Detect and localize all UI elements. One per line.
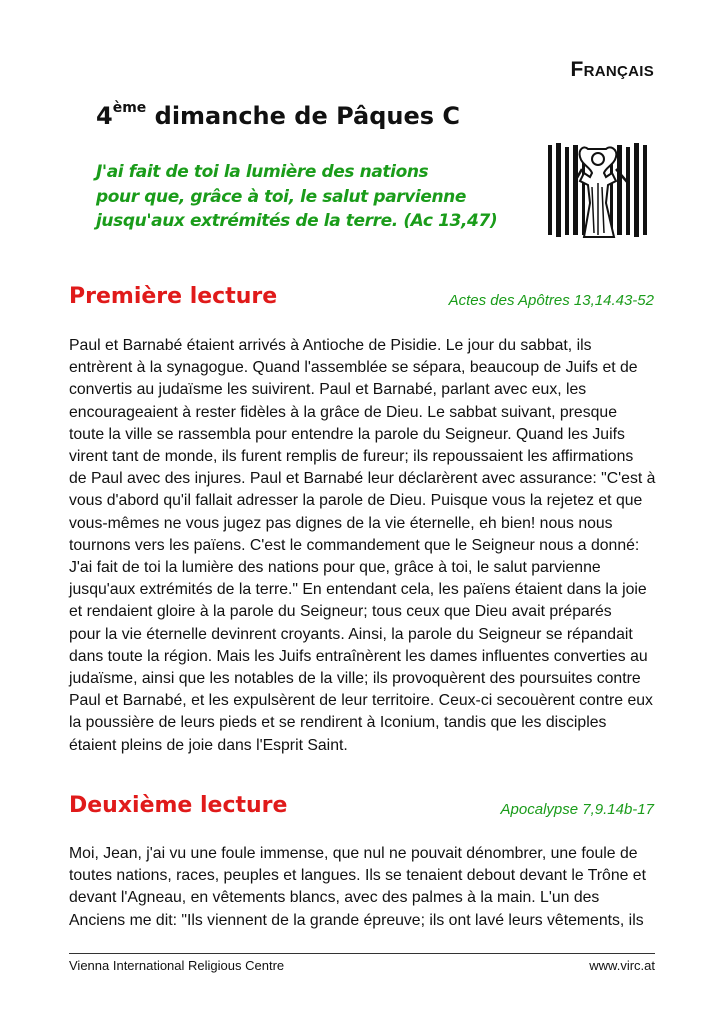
footer-organization: Vienna International Religious Centre: [69, 958, 285, 973]
text-line: pour la vie éternelle devinrent croyants. Ainsi, la parole du Seigneur se répandait: [69, 625, 633, 643]
text-line: encourageaient à rester fidèles à la grâce de Dieu. Le sabbat suivant, presque: [69, 403, 617, 421]
footer-divider: [69, 953, 655, 954]
text-line: et rendaient gloire à la parole du Seigneur; tous ceux que Dieu avait préparés: [69, 603, 612, 621]
text-line: tournons vers les païens. C'est le commandement que le Seigneur nous a donné:: [69, 536, 640, 554]
page-title: [96, 100, 460, 130]
text-line: entrèrent à la synagogue. Quand l'assemblée se sépara, beaucoup de Juifs et de: [69, 359, 638, 377]
title-number: 4: [96, 102, 113, 130]
first-reading-heading: Première lecture: [69, 284, 278, 309]
first-reading-reference: Actes des Apôtres 13,14.43-52: [448, 292, 654, 309]
second-reading-heading: Deuxième lecture: [69, 793, 288, 818]
text-line: dans toute la région. Mais les Juifs entraînèrent les dames influentes converties au: [69, 647, 648, 665]
second-reading-text: [69, 843, 655, 932]
text-line: toute la ville se rassembla pour entendre la parole du Seigneur. Quand les Juifs: [69, 425, 625, 443]
text-line: vous-mêmes ne vous jugez pas dignes de la vie éternelle, eh bien! nous nous: [69, 514, 613, 532]
text-line: Paul et Barnabé, et les expulsèrent de leur territoire. Ceux-ci secouèrent contre eux: [69, 692, 653, 710]
text-line: jusqu'aux extrémités de la terre." En entendant cela, les païens étaient dans la joie: [69, 581, 647, 599]
text-line: vous d'abord qu'il fallait adresser la parole de Dieu. Puisque vous la rejetez et que: [69, 492, 643, 510]
text-line: toutes nations, races, peuples et langues. Ils se tenaient debout devant le Trône et: [69, 867, 646, 885]
language-label: Français: [570, 58, 654, 81]
text-line: J'ai fait de toi la lumière des nations pour que, grâce à toi, le salut parvienne: [69, 559, 601, 577]
risen-christ-woodcut-icon: [544, 143, 650, 239]
title-text: dimanche de Pâques C: [146, 102, 461, 130]
theme-verse-line: J'ai fait de toi la lumière des nations: [96, 162, 429, 182]
text-line: de Paul avec des injures. Paul et Barnabé leur déclarèrent avec assurance: "C'est à: [69, 470, 656, 488]
text-line: étaient pleins de joie dans l'Esprit Saint.: [69, 736, 348, 754]
footer-website: www.virc.at: [589, 958, 655, 973]
text-line: convertis au judaïsme les suivirent. Paul et Barnabé, parlant avec eux, les: [69, 381, 587, 399]
theme-verse-line: pour que, grâce à toi, le salut parvienne: [96, 186, 467, 207]
text-line: virent tant de monde, ils furent remplis de fureur; ils repoussaient les affirmations: [69, 448, 634, 466]
text-line: la poussière de leurs pieds et se rendirent à Iconium, tandis que les disciples: [69, 714, 607, 732]
text-line: devant l'Agneau, en vêtements blancs, avec des palmes à la main. L'un des: [69, 889, 600, 907]
second-reading-reference: Apocalypse 7,9.14b-17: [500, 801, 654, 818]
theme-verse: [96, 160, 496, 234]
text-line: Moi, Jean, j'ai vu une foule immense, que nul ne pouvait dénombrer, une foule de: [69, 845, 638, 862]
text-line: Paul et Barnabé étaient arrivés à Antioche de Pisidie. Le jour du sabbat, ils: [69, 337, 592, 354]
theme-verse-line: jusqu'aux extrémités de la terre. (Ac 13,47): [96, 211, 498, 231]
first-reading-text: [69, 335, 655, 757]
text-line: Anciens me dit: "Ils viennent de la grande épreuve; ils ont lavé leurs vêtements, ils: [69, 911, 644, 929]
text-line: judaïsme, ainsi que les notables de la ville; ils provoquèrent des poursuites contre: [69, 670, 641, 688]
title-ordinal-suffix: ème: [112, 100, 147, 116]
